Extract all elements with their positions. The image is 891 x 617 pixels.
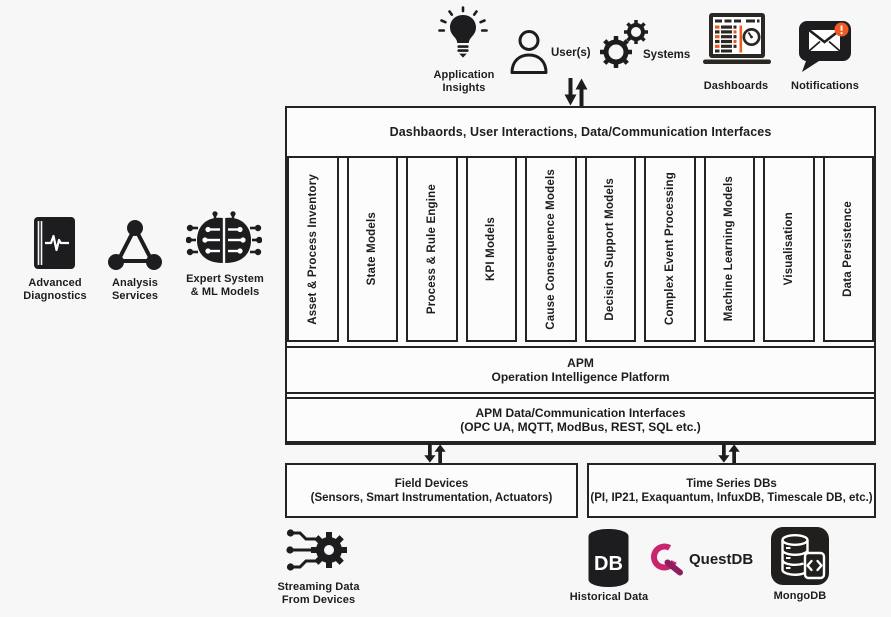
module-complex-event-processing: Complex Event Processing <box>644 158 696 342</box>
diagnostics-book-icon <box>27 215 81 271</box>
module-decision-support-models: Decision Support Models <box>585 158 637 342</box>
module-state-models: State Models <box>347 158 399 342</box>
platform-modules <box>287 158 874 346</box>
advanced-diagnostics-label: Advanced Diagnostics <box>23 277 87 302</box>
analysis-network-icon <box>106 219 164 271</box>
historical-data-label: Historical Data <box>569 591 649 603</box>
field-devices-box: Field Devices (Sensors, Smart Instrumentation, Actuators) <box>285 463 578 518</box>
users-label: User(s) <box>551 47 591 59</box>
module-asset-process-inventory: Asset & Process Inventory <box>287 158 339 342</box>
notification-bubble-icon <box>795 18 853 74</box>
streaming-data-gear-icon <box>282 523 352 580</box>
lightbulb-insights-icon <box>434 6 492 66</box>
bidirectional-arrow-field-devices <box>421 444 449 463</box>
module-process-rule-engine: Process & Rule Engine <box>406 158 458 342</box>
time-series-dbs-box: Time Series DBs (PI, IP21, Exaquantum, InfuxDB, Timescale DB, etc.) <box>587 463 876 518</box>
dashboard-laptop-icon <box>702 12 772 68</box>
questdb-logo-icon <box>647 541 684 578</box>
notifications-label: Notifications <box>791 80 859 92</box>
module-data-persistence: Data Persistence <box>823 158 875 342</box>
bidirectional-arrow-time-series <box>715 444 743 463</box>
user-icon <box>509 29 549 74</box>
module-machine-learning-models: Machine Learning Models <box>704 158 756 342</box>
streaming-data-label: Streaming Data From Devices <box>277 581 360 606</box>
module-cause-consequence-models: Cause Consequence Models <box>525 158 577 342</box>
mongodb-icon <box>770 526 830 586</box>
dashboards-label: Dashboards <box>703 80 769 92</box>
apm-interfaces-bar: APM Data/Communication Interfaces (OPC UA, MQTT, ModBus, REST, SQL etc.) <box>287 397 874 443</box>
mongodb-label: MongoDB <box>773 590 827 602</box>
historical-db-cylinder-icon <box>585 527 632 589</box>
module-kpi-models: KPI Models <box>466 158 518 342</box>
expert-system-label: Expert System & ML Models <box>186 273 264 298</box>
systems-label: Systems <box>643 49 691 61</box>
questdb-label: QuestDB <box>689 551 754 568</box>
bidirectional-arrow-top <box>561 78 591 106</box>
svg-text:DB: DB <box>594 553 623 575</box>
apm-platform-box <box>285 106 876 445</box>
brain-circuit-icon <box>186 211 262 271</box>
app-insights-label: Application Insights <box>433 69 495 94</box>
gears-systems-icon <box>596 18 650 70</box>
analysis-services-label: Analysis Services <box>111 277 159 302</box>
apm-operation-bar: APM Operation Intelligence Platform <box>287 346 874 394</box>
platform-header: Dashbaords, User Interactions, Data/Communication Interfaces <box>287 108 874 158</box>
module-visualisation: Visualisation <box>763 158 815 342</box>
